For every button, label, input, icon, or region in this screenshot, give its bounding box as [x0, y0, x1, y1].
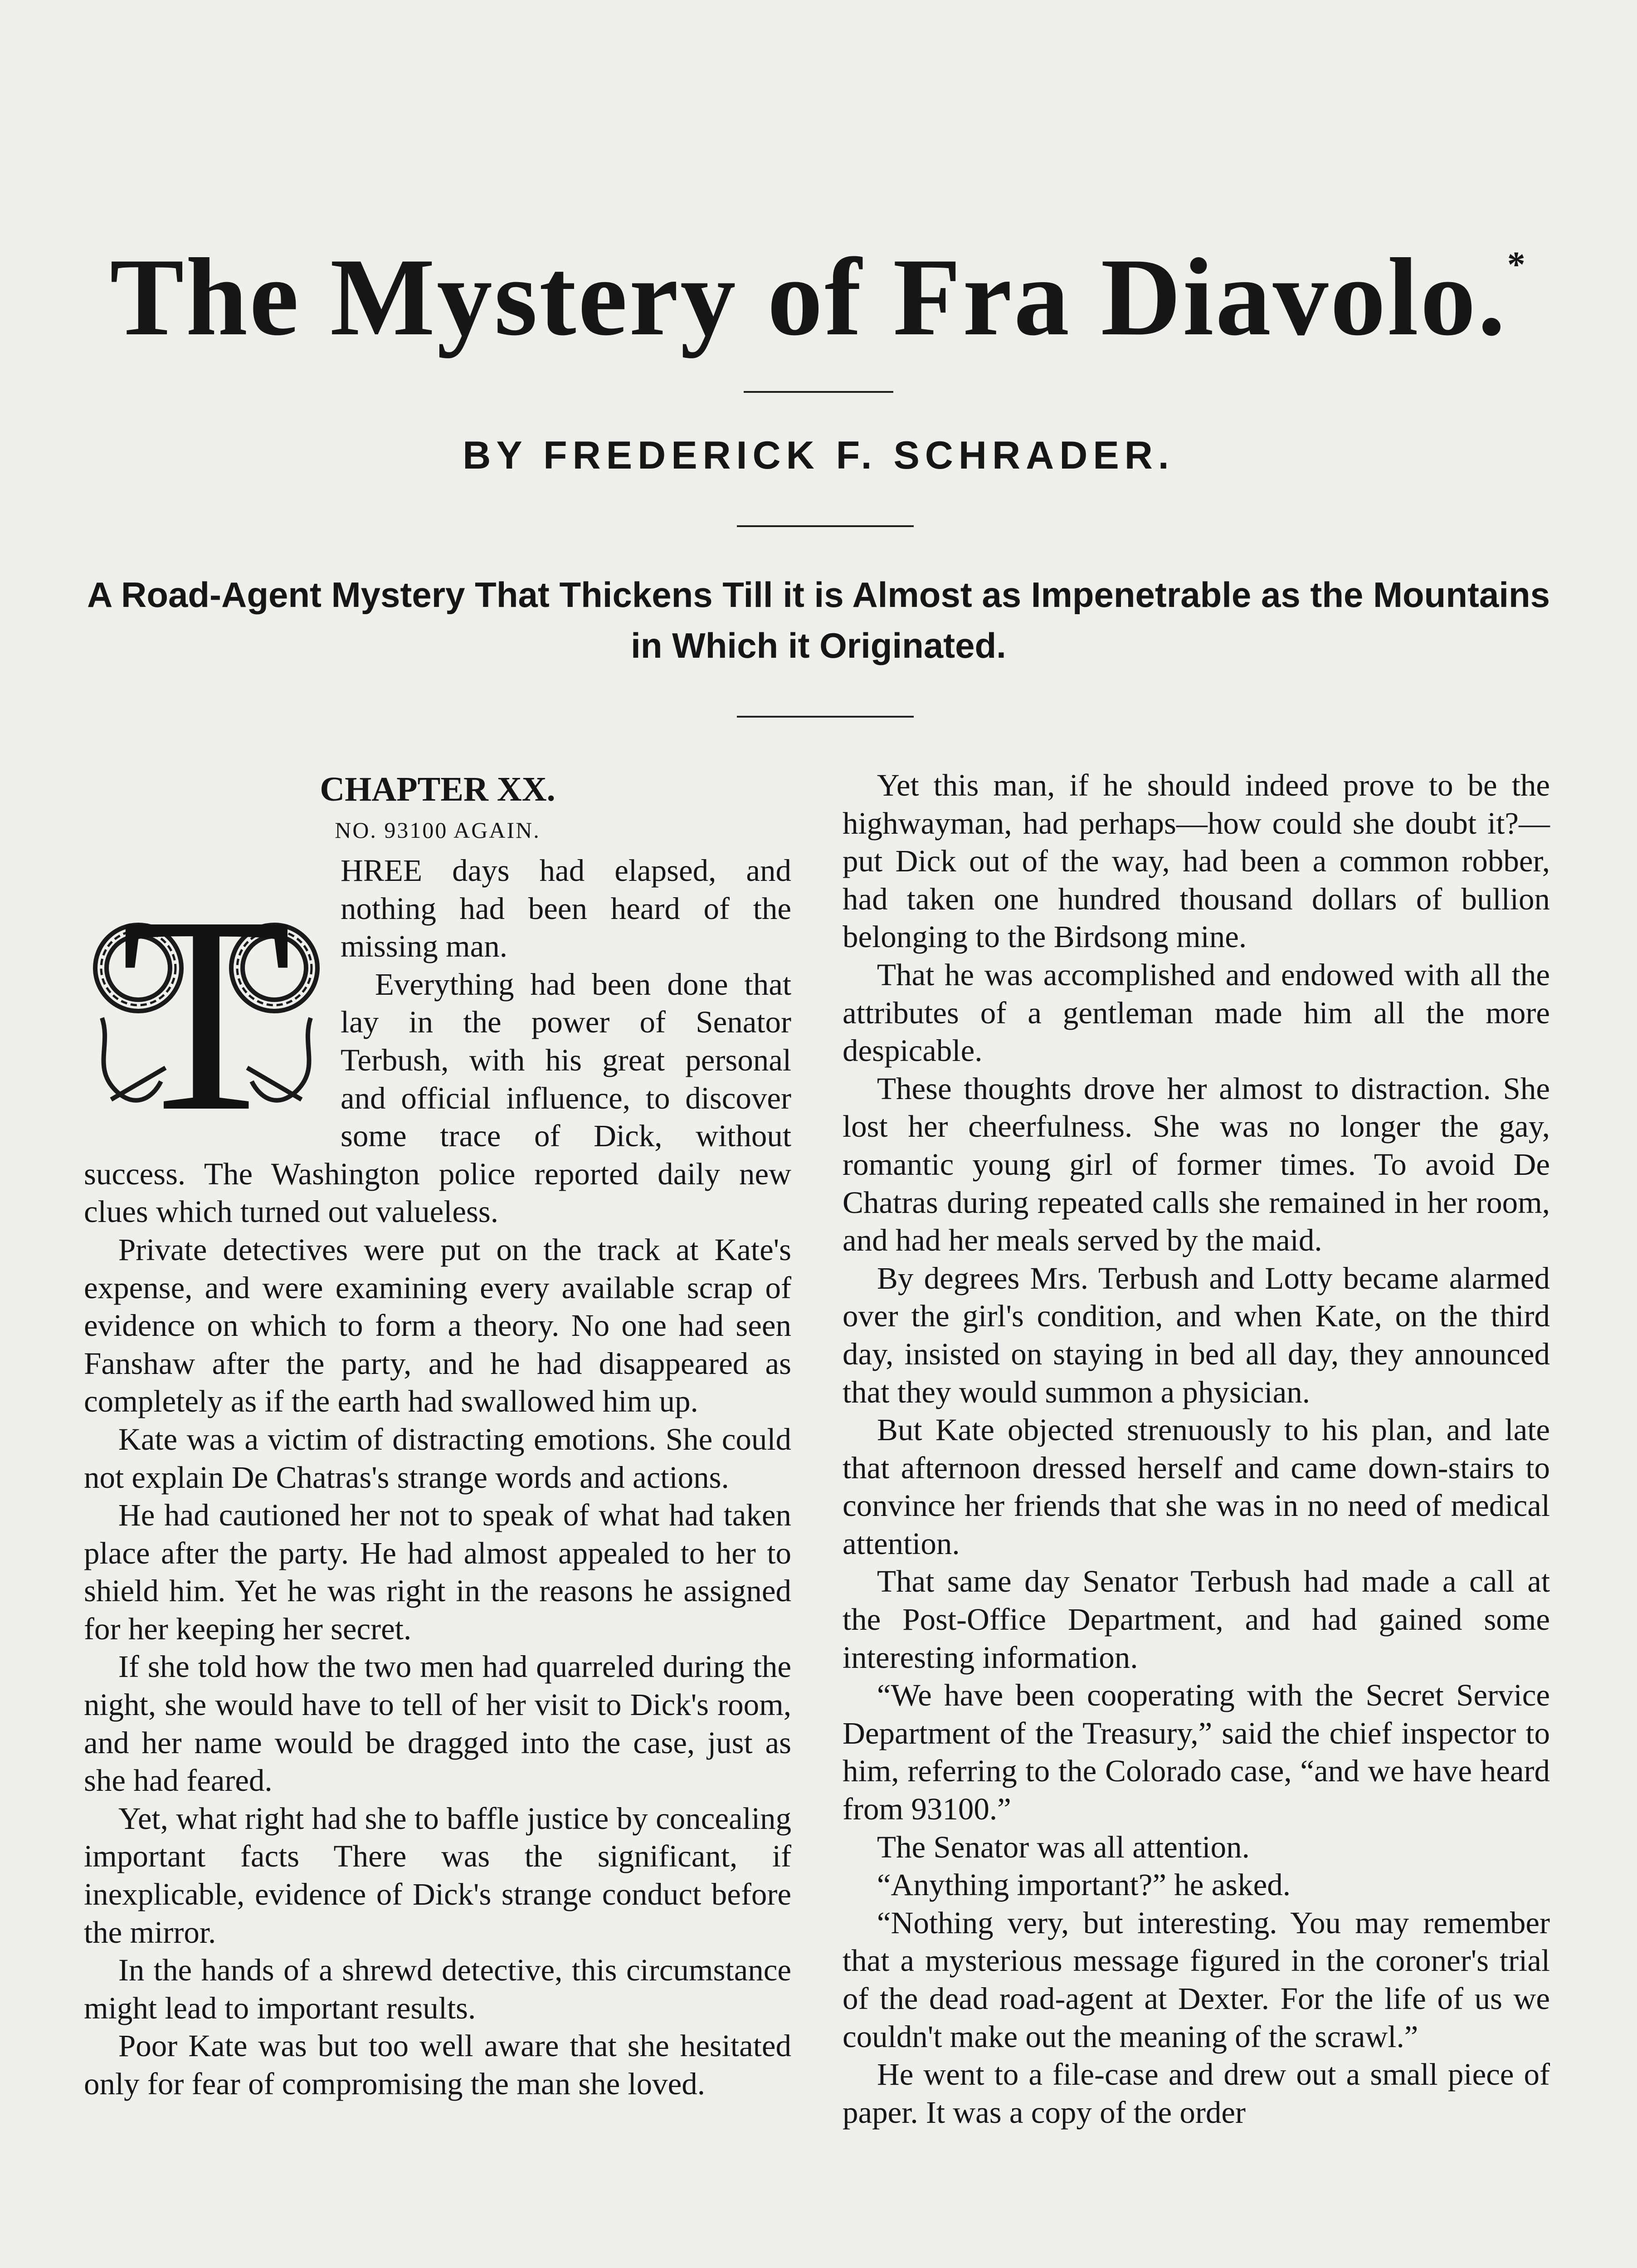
article-title: The Mystery of Fra Diavolo.*: [110, 235, 1527, 358]
paragraph: He had cautioned her not to speak of what had taken place after the party. He had almost appealed to her to shield him. Yet he was right in the reasons he assigned for her keeping her secret.: [84, 1498, 791, 1646]
paragraph: “We have been cooperating with the Secret Service Department of the Treasury,” said the chief inspector to him, referring to the Colorado case, “and we have heard from 93100.”: [843, 1678, 1550, 1827]
paragraph: Yet this man, if he should indeed prove to be the highwayman, had perhaps—how could she doubt it?—put Dick out of the way, had been a common robber, had taken one hundred thousand dollars of bullion belonging to the Birdsong mine.: [843, 768, 1550, 954]
paragraph: Poor Kate was but too well aware that she hesitated only for fear of compromising the man she loved.: [84, 2028, 791, 2101]
paragraph: Yet, what right had she to baffle justice by concealing important facts There was the significant, if inexplicable, evidence of Dick's strange conduct before the mirror.: [84, 1801, 791, 1950]
paragraph: If she told how the two men had quarreled during the night, she would have to tell of her visit to Dick's room, and her name would be dragged into the case, just as she had feared.: [84, 1649, 791, 1798]
paragraph: Everything had been done that lay in the power of Senator Terbush, with his great personal and official influence, to discover some trace of Dick, without success. The Washington police reported daily new clues which turned out valueless.: [84, 967, 791, 1229]
chapter-subheading: NO. 93100 AGAIN.: [335, 817, 541, 843]
left-column: [84, 767, 791, 2103]
article-subtitle: A Road-Agent Mystery That Thickens Till it is Almost as Impenetrable as the Mountains in Which it Originated.: [87, 575, 1550, 665]
paragraph: The Senator was all attention.: [877, 1829, 1250, 1864]
divider-rule: [737, 716, 914, 718]
dropcap-letter: T: [120, 859, 292, 1145]
title-footnote-mark: *: [1507, 245, 1527, 285]
paragraph: By degrees Mrs. Terbush and Lotty became alarmed over the girl's condition, and when Kate, on the third day, insisted on staying in bed all day, they announced that they would summon a physician.: [843, 1261, 1550, 1409]
paragraph: But Kate objected strenuously to his plan, and late that afternoon dressed herself and came down-stairs to convince her friends that she was in no need of medical attention.: [843, 1413, 1550, 1561]
paragraph: In the hands of a shrewd detective, this circumstance might lead to important results.: [84, 1953, 791, 2025]
ornamental-dropcap-art: [84, 855, 329, 1145]
paragraph: That he was accomplished and endowed with all the attributes of a gentleman made him all the more despicable.: [843, 957, 1550, 1068]
ornamental-dropcap: [84, 855, 329, 1145]
divider-rule: [744, 391, 893, 393]
paragraph: Private detectives were put on the track at Kate's expense, and were examining every available scrap of evidence on which to form a theory. No one had seen Fanshaw after the party, and he had disappeared as completely as if the earth had swallowed him up.: [84, 1232, 791, 1419]
right-column: [843, 767, 1550, 2131]
paragraph: Kate was a victim of distracting emotions. She could not explain De Chatras's strange words and actions.: [84, 1422, 791, 1495]
paragraph: “Nothing very, but interesting. You may remember that a mysterious message figured in the coroner's trial of the dead road-agent at Dexter. For the life of us we couldn't make out the meaning of the scrawl.”: [843, 1905, 1550, 2054]
divider-rule: [737, 525, 914, 527]
paragraph: “Anything important?” he asked.: [877, 1867, 1291, 1902]
paragraph: These thoughts drove her almost to distraction. She lost her cheerfulness. She was no longer the gay, romantic young girl of former times. To avoid De Chatras during repeated calls she remained in her room, and had her meals served by the maid.: [843, 1071, 1550, 1258]
paragraph: That same day Senator Terbush had made a call at the Post-Office Department, and had gained some interesting information.: [843, 1564, 1550, 1675]
paragraph: HREE days had elapsed, and nothing had been heard of the missing man.: [341, 853, 791, 964]
chapter-heading: CHAPTER XX.: [320, 770, 555, 808]
byline: BY FREDERICK F. SCHRADER.: [463, 434, 1174, 477]
paragraph: He went to a file-case and drew out a small piece of paper. It was a copy of the order: [843, 2057, 1550, 2130]
